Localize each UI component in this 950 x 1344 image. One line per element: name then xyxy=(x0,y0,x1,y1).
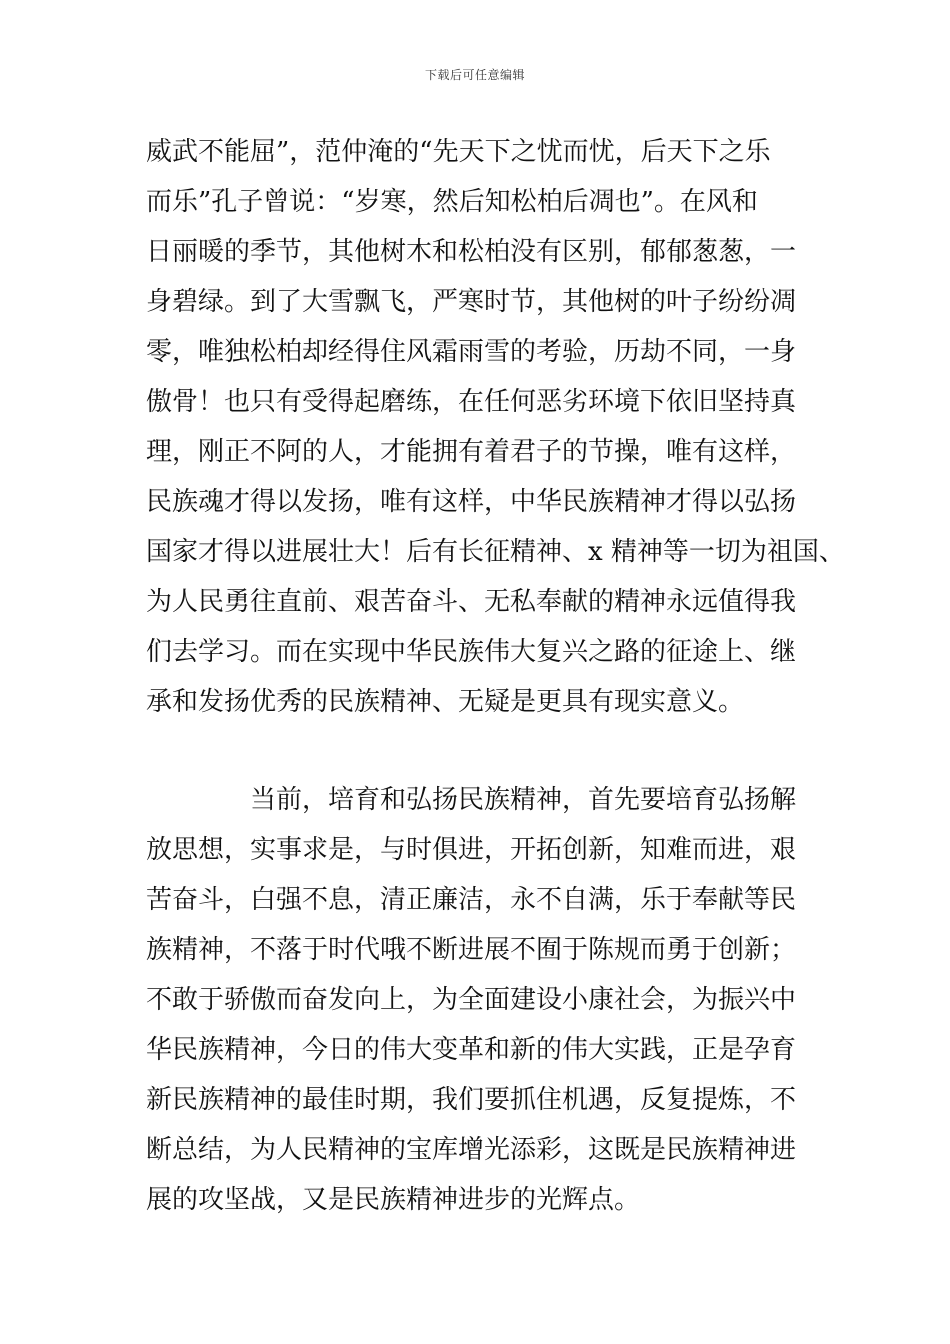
text-line-indented: 当前，培育和弘扬民族精神，首先要培育弘扬解 xyxy=(250,785,797,815)
text-line: 国家才得以进展壮大！后有长征精神、x 精神等一切为祖国、 xyxy=(146,537,845,567)
paragraph-1 xyxy=(146,127,845,727)
text-line: 零，唯独松柏却经得住风霜雨雪的考验，历劫不同，一身 xyxy=(146,337,797,367)
text-line: 苦奋斗，白强不息，清正廉洁，永不自满，乐于奉献等民 xyxy=(146,885,797,915)
text-line: 而乐”孔子曾说：“岁寒，然后知松柏后凋也”。在风和 xyxy=(146,187,758,217)
text-line: 族精神，不落于时代哦不断进展不囿于陈规而勇于创新； xyxy=(146,935,797,965)
page-header: 下载后可任意编辑 xyxy=(424,68,525,82)
text-line: 威武不能屈”，范仲淹的“先天下之忧而忧，后天下之乐 xyxy=(146,137,771,167)
text-line: 们去学习。而在实现中华民族伟大复兴之路的征途上、继 xyxy=(146,637,797,667)
text-line: 为人民勇往直前、艰苦奋斗、无私奉献的精神永远值得我 xyxy=(146,587,797,617)
text-line: 理，刚正不阿的人，才能拥有着君子的节操，唯有这样， xyxy=(146,437,797,467)
text-line: 承和发扬优秀的民族精神、无疑是更具有现实意义。 xyxy=(146,687,745,717)
text-line: 日丽暖的季节，其他树木和松柏没有区别，郁郁葱葱，一 xyxy=(146,237,797,267)
paragraph-2 xyxy=(146,775,826,1225)
text-line: 放思想，实事求是，与时俱进，开拓创新，知难而进，艰 xyxy=(146,835,797,865)
text-line: 傲骨！也只有受得起磨练，在任何恶劣环境下依旧坚持真 xyxy=(146,387,797,417)
text-line: 断总结，为人民精神的宝库增光添彩，这既是民族精神进 xyxy=(146,1135,797,1165)
text-line: 新民族精神的最佳时期，我们要抓住机遇，反复提炼，不 xyxy=(146,1085,797,1115)
text-line: 华民族精神，今日的伟大变革和新的伟大实践，正是孕育 xyxy=(146,1035,797,1065)
text-line: 展的攻坚战，又是民族精神进步的光辉点。 xyxy=(146,1185,641,1215)
text-line: 身碧绿。到了大雪飘飞，严寒时节，其他树的叶子纷纷凋 xyxy=(146,287,797,317)
text-line: 民族魂才得以发扬，唯有这样，中华民族精神才得以弘扬 xyxy=(146,487,797,517)
text-line: 不敢于骄傲而奋发向上，为全面建设小康社会，为振兴中 xyxy=(146,985,797,1015)
